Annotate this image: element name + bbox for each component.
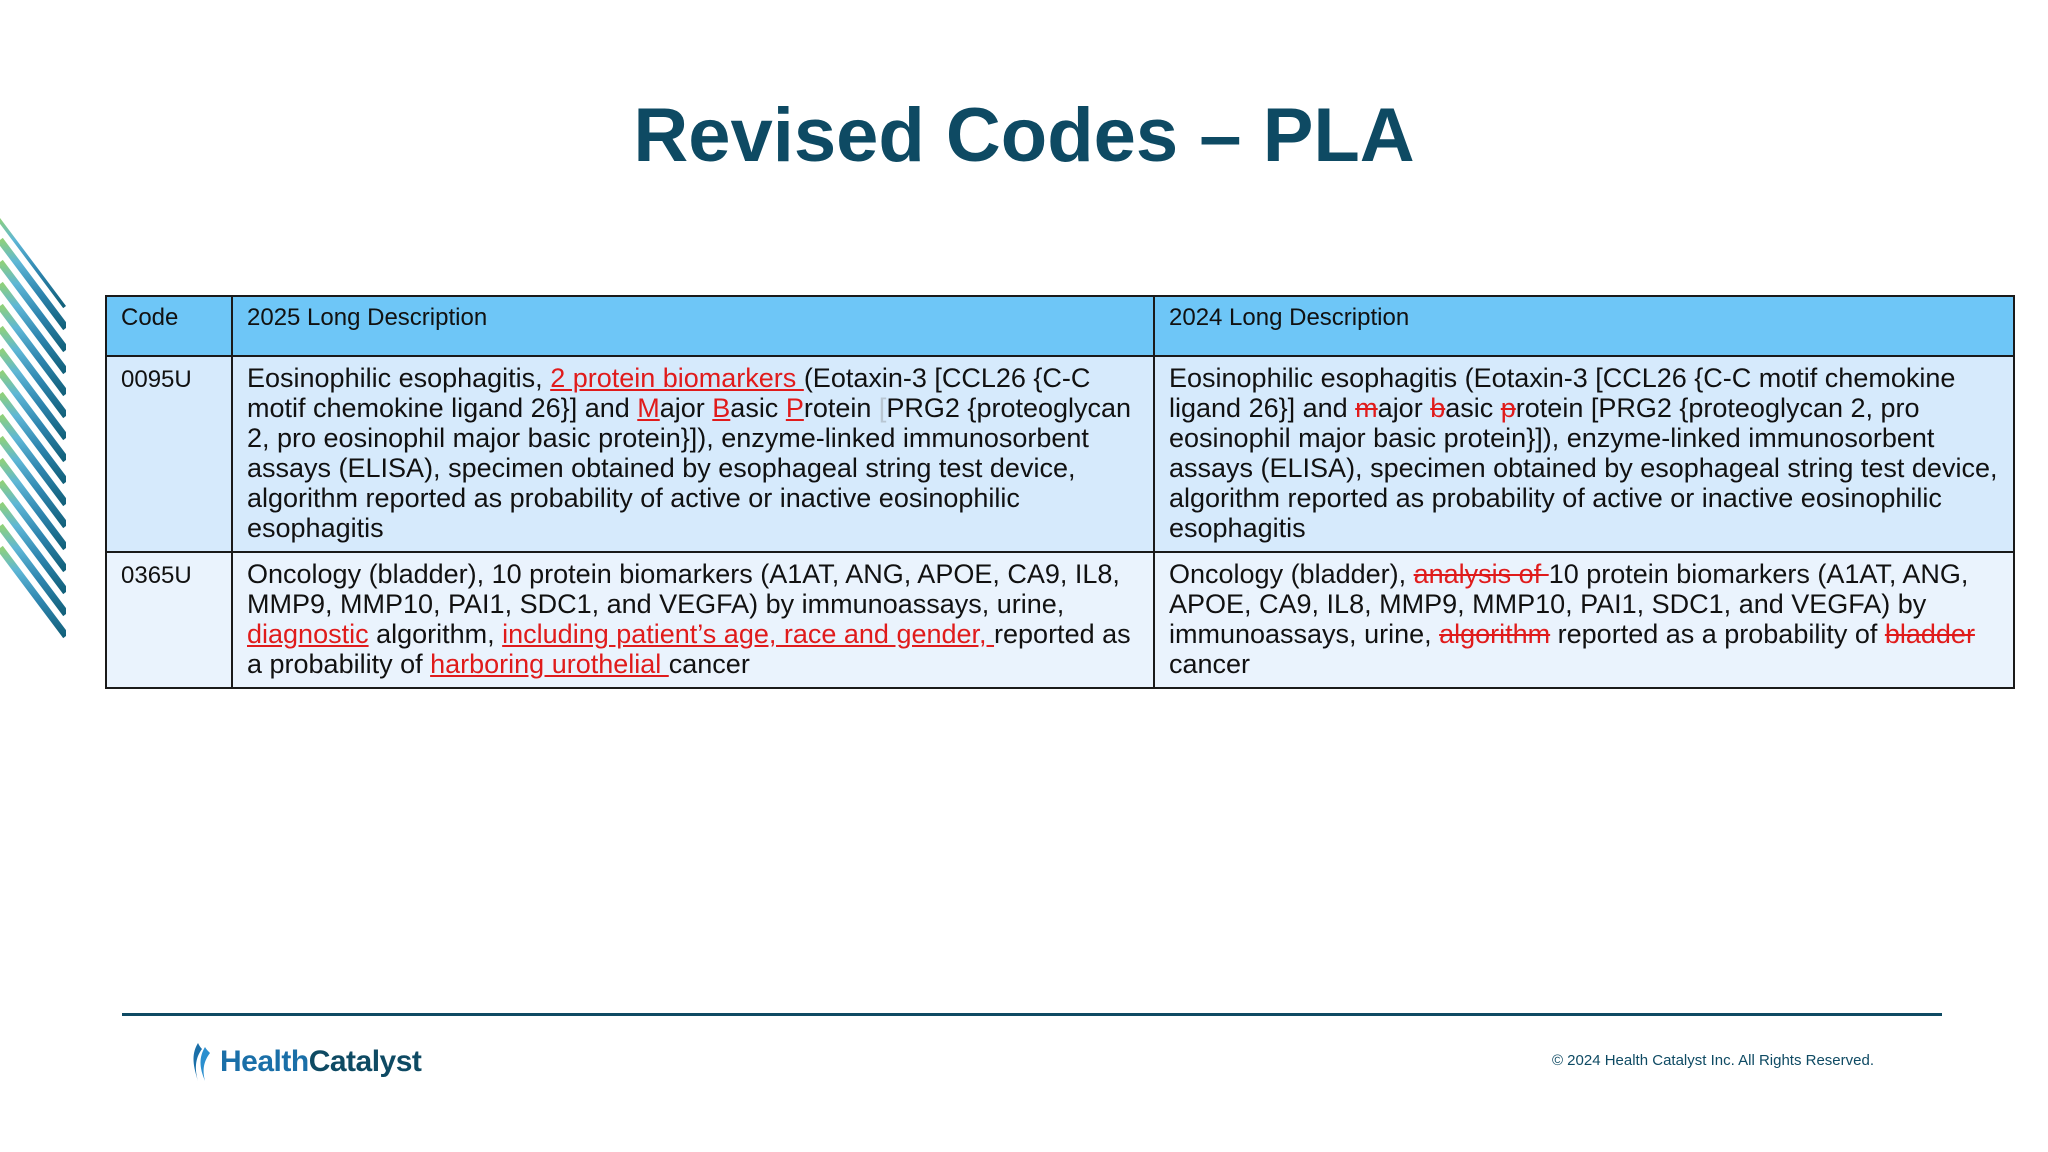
header-2025-description: 2025 Long Description xyxy=(232,296,1154,356)
desc-2025-cell xyxy=(232,552,1154,688)
text: ajor xyxy=(1377,393,1431,423)
revised-codes-table xyxy=(105,295,2015,689)
deleted-text: analysis of xyxy=(1413,559,1549,589)
logo-wordmark xyxy=(220,1045,421,1079)
deleted-text: m xyxy=(1355,393,1378,423)
text: rotein [PRG2 {proteoglycan 2, pro eosinophil major basic protein}]), enzyme-linked immunosorbent assays (ELISA), specimen obtained by esophageal string test device, algorithm reported as probability of active or inactive eosinophilic esophagitis xyxy=(1169,393,1998,543)
deleted-text: algorithm xyxy=(1439,619,1551,649)
inserted-text: B xyxy=(712,393,731,423)
text: ajor xyxy=(659,393,713,423)
deleted-text: p xyxy=(1500,393,1516,423)
desc-2024-cell xyxy=(1154,552,2014,688)
text: 10 protein biomarkers (A1AT, ANG, APOE, CA9, IL8, MMP9, MMP10, PAI1, SDC1, and VEGFA) by immunoassays, urine, xyxy=(1169,559,1969,649)
logo-part-catalyst: Catalyst xyxy=(308,1045,422,1078)
text: rotein xyxy=(803,393,879,423)
text: (Eotaxin-3 [CCL26 {C-C motif chemokine ligand 26}] and xyxy=(247,363,1091,423)
diagonal-stripes-decoration xyxy=(0,218,66,648)
text: Oncology (bladder), xyxy=(1169,559,1414,589)
text: cancer xyxy=(668,649,750,679)
text: cancer xyxy=(1169,649,1251,679)
text: algorithm, xyxy=(368,619,503,649)
code-cell: 0365U xyxy=(106,552,232,688)
inserted-text: 2 protein biomarkers xyxy=(550,363,804,393)
text: Eosinophilic esophagitis, xyxy=(247,363,551,393)
header-2024-description: 2024 Long Description xyxy=(1154,296,2014,356)
text: Oncology (bladder), 10 protein biomarkers (A1AT, ANG, APOE, CA9, IL8, MMP9, MMP10, PAI1, SDC1, and VEGFA) by immunoassays, urine, xyxy=(247,559,1120,619)
deleted-text: b xyxy=(1430,393,1446,423)
text: Eosinophilic esophagitis (Eotaxin-3 [CCL26 {C-C motif chemokine ligand 26}] and xyxy=(1169,363,1956,423)
inserted-text: diagnostic xyxy=(247,619,369,649)
inserted-text: M xyxy=(637,393,660,423)
table-row xyxy=(106,552,2014,688)
copyright-notice: © 2024 Health Catalyst Inc. All Rights Reserved. xyxy=(1551,1052,1874,1069)
logo-part-health: Health xyxy=(220,1045,309,1078)
header-code: Code xyxy=(106,296,232,356)
slide-title: Revised Codes – PLA xyxy=(633,93,1415,178)
desc-2025-cell xyxy=(232,356,1154,552)
footer-divider xyxy=(122,1013,1942,1016)
inserted-text: P xyxy=(785,393,804,423)
inserted-text: including patient’s age, race and gender, xyxy=(502,619,995,649)
text: asic xyxy=(730,393,786,423)
deleted-text: bladder xyxy=(1884,619,1975,649)
code-cell: 0095U xyxy=(106,356,232,552)
health-catalyst-logo xyxy=(190,1040,421,1084)
text: reported as a probability of xyxy=(247,619,1131,679)
inserted-text: harboring urothelial xyxy=(430,649,669,679)
flame-logo-icon xyxy=(190,1041,214,1083)
text: reported as a probability of xyxy=(1550,619,1885,649)
text: PRG2 {proteoglycan 2, pro eosinophil major basic protein}]), enzyme-linked immunosorbent assays (ELISA), specimen obtained by esophageal string test device, algorithm reported as probability of active or inactive eosinophilic esophagitis xyxy=(247,393,1132,543)
table-header-row xyxy=(106,296,2014,356)
desc-2024-cell xyxy=(1154,356,2014,552)
faint-bracket: [ xyxy=(878,393,887,423)
table-row xyxy=(106,356,2014,552)
text: asic xyxy=(1445,393,1501,423)
